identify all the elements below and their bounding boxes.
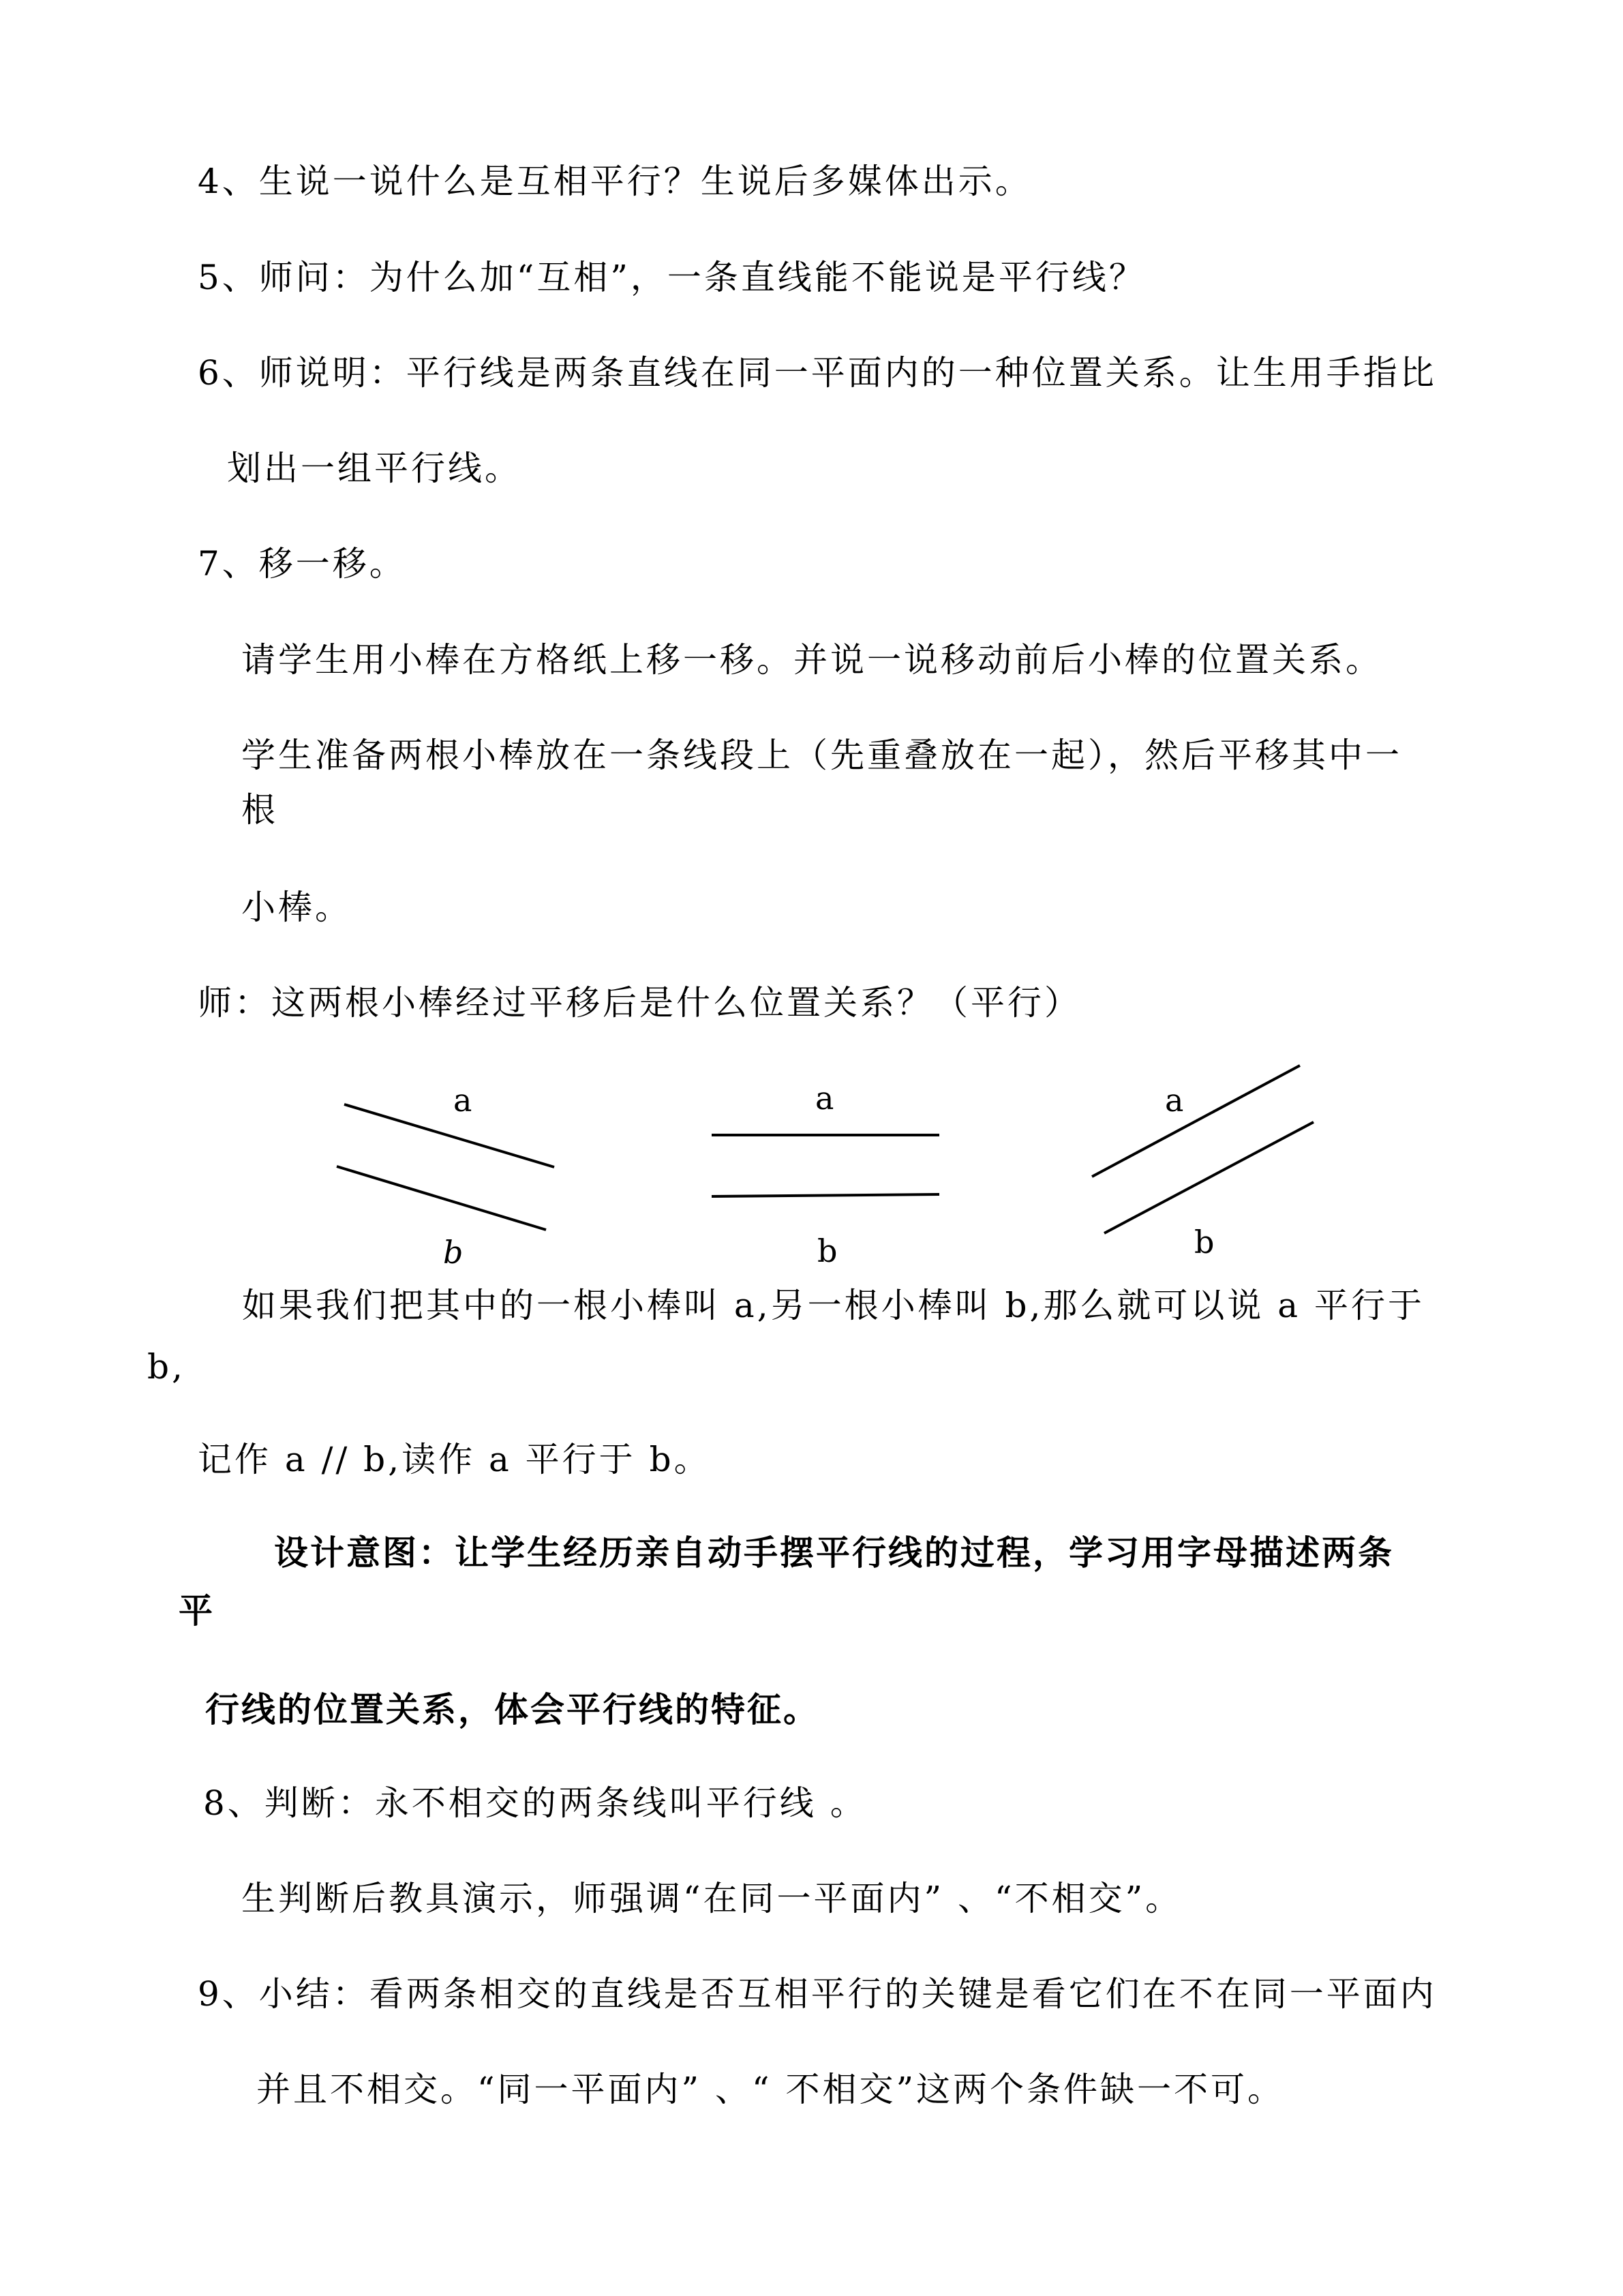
item-6-continued: 划出一组平行线。 [227,449,521,488]
fig2-label-a: a [815,1080,834,1117]
item-7-activity-end: 小棒。 [241,888,352,927]
design-intent: 设计意图：让学生经历亲自动手摆平行线的过程，学习用字母描述两条 [274,1533,1394,1573]
fig1-line-a [344,1104,554,1167]
naming-explanation: 如果我们把其中的一根小棒叫 a,另一根小棒叫 b,那么就可以说 a 平行于 [242,1286,1425,1325]
item-9: 9、小结：看两条相交的直线是否互相平行的关键是看它们在不在同一平面内 [198,1974,1437,2014]
item-4: 4、生说一说什么是互相平行？生说后多媒体出示。 [198,162,1032,201]
fig2-label-b: b [817,1233,838,1269]
fig1-label-a: a [453,1082,472,1119]
fig1-line-b [337,1166,546,1230]
fig3-label-a: a [1165,1082,1184,1119]
item-9-continued: 并且不相交。“同一平面内” 、“ 不相交”这两个条件缺一不可。 [256,2070,1285,2109]
design-intent-wrap: 平 [179,1591,215,1631]
item-7: 7、移一移。 [198,544,406,584]
item-7-activity-wrap: 根 [241,790,278,830]
item-8: 8、判断：永不相交的两条线叫平行线 。 [203,1783,867,1823]
item-8-demo: 生判断后教具演示，师强调“在同一平面内” 、“不相交”。 [241,1879,1183,1918]
fig2-line-b [712,1194,939,1196]
item-6: 6、师说明：平行线是两条直线在同一平面内的一种位置关系。让生用手指比 [198,353,1437,393]
design-intent-end: 行线的位置关系，体会平行线的特征。 [205,1690,819,1729]
fig3-line-a [1092,1066,1300,1177]
item-7-instruction: 请学生用小棒在方格纸上移一移。并说一说移动前后小棒的位置关系。 [241,640,1382,680]
fig1-label-b: b [443,1234,464,1271]
notation-line: 记作 a // b,读作 a 平行于 b。 [198,1440,711,1479]
item-7-activity: 学生准备两根小棒放在一条线段上（先重叠放在一起），然后平移其中一 [241,736,1402,775]
naming-explanation-wrap: b, [147,1347,185,1387]
teacher-question: 师：这两根小棒经过平移后是什么位置关系？（平行） [198,983,1081,1023]
item-5: 5、师问：为什么加“互相”，一条直线能不能说是平行线？ [198,258,1146,297]
fig3-line-b [1104,1122,1314,1233]
fig3-label-b: b [1194,1224,1215,1260]
